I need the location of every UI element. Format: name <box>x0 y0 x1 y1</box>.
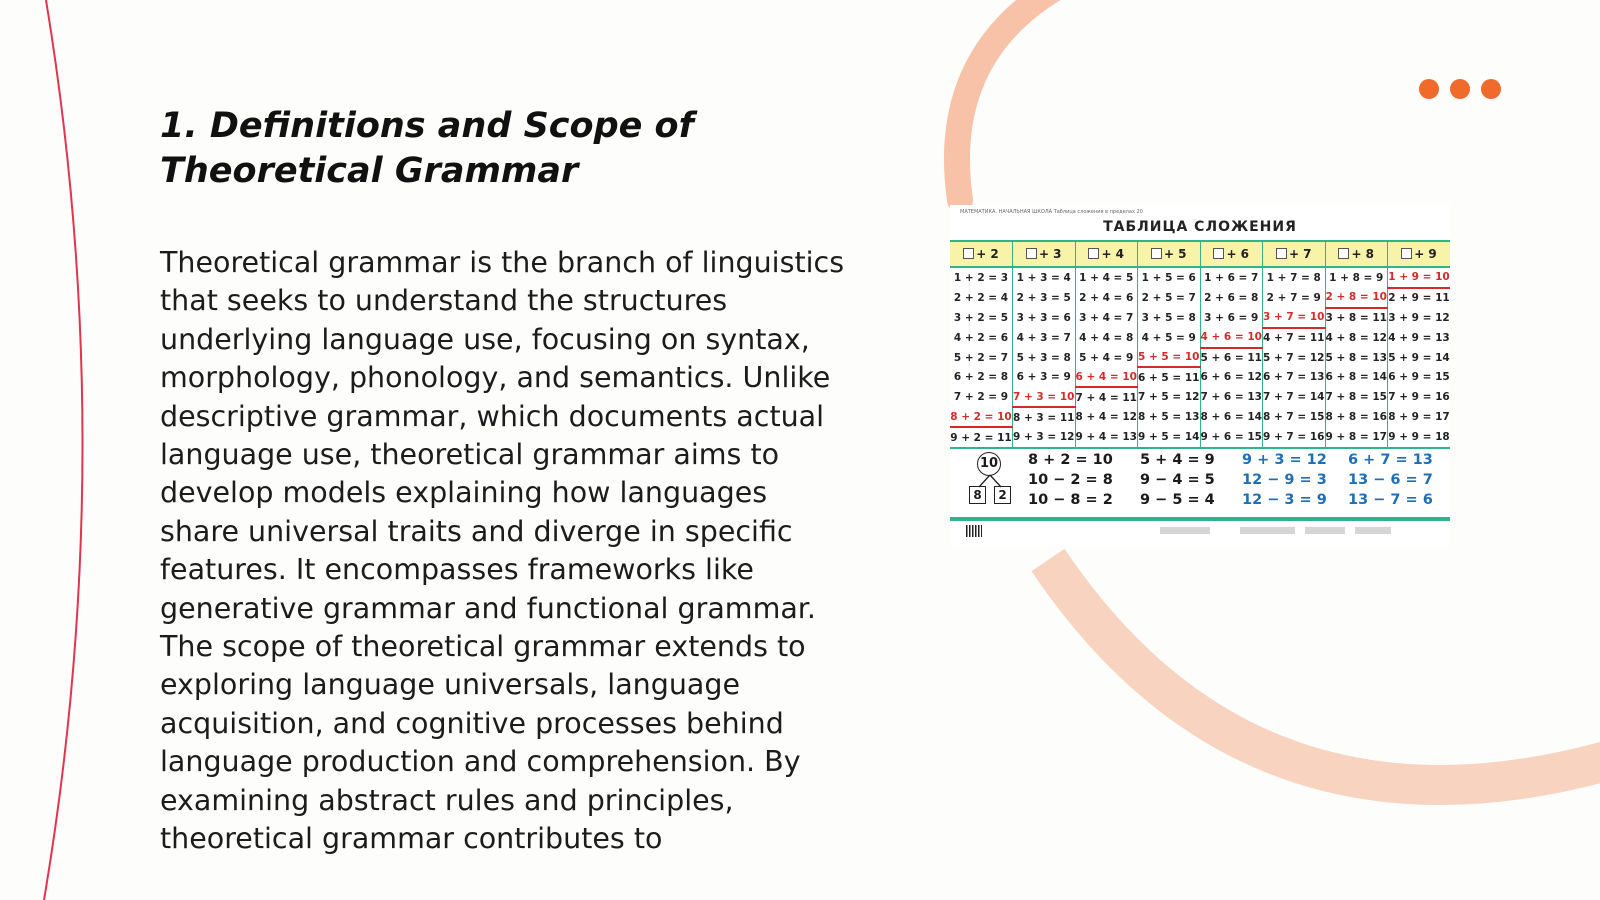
table-cell: 8 + 5 = 13 <box>1138 407 1201 427</box>
table-cell: 8 + 3 = 11 <box>1013 407 1076 427</box>
blank-square-icon <box>1151 248 1162 259</box>
column-header-label: + 2 <box>976 247 999 261</box>
equation-line: 9 − 4 = 5 <box>1140 472 1215 488</box>
slide-body-text: Theoretical grammar is the branch of linguistics that seeks to understand the structures underlying language use, focusing on syntax, morphology, phonology, and semantics. Unlike descriptive grammar, which documents actual language use, theoretical grammar aims to develop models explaining how languages share universal traits and diverge in specific features. It encompasses frameworks like generative grammar and functional grammar. The scope of theoretical grammar extends to exploring language universals, language acquisition, and cognitive processes behind language production and comprehension. By examining abstract rules and principles, theoretical grammar contributes to <box>160 246 845 856</box>
bond-part-1: 8 <box>969 486 986 504</box>
table-cell: 2 + 7 = 9 <box>1263 288 1326 308</box>
table-cell: 3 + 4 = 7 <box>1075 308 1138 328</box>
bottom-orange-arc <box>1048 560 1600 785</box>
dot <box>1419 79 1439 99</box>
table-cell: 1 + 7 = 8 <box>1263 267 1326 288</box>
table-cell: 5 + 6 = 11 <box>1200 348 1263 368</box>
table-meta: МАТЕМАТИКА. НАЧАЛЬНАЯ ШКОЛА Таблица сложения в пределах 20 <box>960 209 1143 215</box>
table-cell: 7 + 7 = 14 <box>1263 387 1326 407</box>
bond-whole: 10 <box>977 452 1001 476</box>
table-cell: 3 + 6 = 9 <box>1200 308 1263 328</box>
table-cell: 9 + 8 = 17 <box>1325 427 1388 448</box>
equation-line: 10 − 2 = 8 <box>1028 472 1113 488</box>
table-cell: 3 + 8 = 11 <box>1325 308 1388 328</box>
barcode <box>966 525 982 537</box>
column-header-label: + 4 <box>1101 247 1125 261</box>
column-header <box>1138 241 1201 267</box>
table-cell: 5 + 8 = 13 <box>1325 348 1388 368</box>
top-orange-arc <box>957 0 1052 200</box>
table-cell: 9 + 5 = 14 <box>1138 427 1201 448</box>
column-header <box>1325 241 1388 267</box>
blank-square-icon <box>1338 248 1349 259</box>
table-cell: 4 + 2 = 6 <box>953 331 1009 344</box>
table-cell: 8 + 6 = 14 <box>1200 407 1263 427</box>
equation-line: 5 + 4 = 9 <box>1140 452 1215 468</box>
column-header <box>1200 241 1263 267</box>
table-cell: 1 + 9 = 10 <box>1388 267 1451 288</box>
equation-line: 12 − 9 = 3 <box>1242 472 1327 488</box>
table-cell: 9 + 7 = 16 <box>1263 427 1326 448</box>
table-row <box>950 407 1450 427</box>
table-cell: 2 + 4 = 6 <box>1075 288 1138 308</box>
addition-grid <box>950 240 1450 449</box>
equation-line: 9 − 5 = 4 <box>1140 492 1215 508</box>
table-cell: 6 + 7 = 13 <box>1263 367 1326 387</box>
table-row <box>950 367 1450 387</box>
table-cell: 9 + 3 = 12 <box>1013 427 1076 448</box>
table-row <box>950 348 1450 368</box>
table-cell: 5 + 4 = 9 <box>1075 348 1138 368</box>
table-cell: 6 + 9 = 15 <box>1388 367 1451 387</box>
dot <box>1450 79 1470 99</box>
table-cell: 4 + 8 = 12 <box>1325 328 1388 348</box>
table-cell: 6 + 2 = 8 <box>953 371 1009 384</box>
table-cell: 4 + 6 = 10 <box>1200 328 1263 348</box>
column-header <box>1013 241 1076 267</box>
dot <box>1481 79 1501 99</box>
example-equations <box>1140 450 1215 510</box>
table-row <box>950 308 1450 328</box>
table-cell: 7 + 2 = 9 <box>953 391 1009 404</box>
table-cell: 2 + 6 = 8 <box>1200 288 1263 308</box>
table-cell: 1 + 4 = 5 <box>1075 267 1138 288</box>
table-cell: 4 + 5 = 9 <box>1138 328 1201 348</box>
bond-part-2: 2 <box>994 486 1011 504</box>
column-header-label: + 9 <box>1414 247 1437 261</box>
table-cell: 2 + 9 = 11 <box>1388 288 1451 308</box>
table-cell: 7 + 3 = 10 <box>1013 387 1076 407</box>
table-cell: 5 + 9 = 14 <box>1388 348 1451 368</box>
blank-square-icon <box>1401 248 1412 259</box>
table-cell: 6 + 4 = 10 <box>1075 367 1138 387</box>
footnote-print <box>1160 527 1210 534</box>
equation-line: 10 − 8 = 2 <box>1028 492 1113 508</box>
table-cell: 1 + 2 = 3 <box>953 271 1009 284</box>
equation-line: 13 − 6 = 7 <box>1348 472 1433 488</box>
column-header-label: + 7 <box>1288 247 1312 261</box>
table-cell: 6 + 5 = 11 <box>1138 367 1201 387</box>
blank-square-icon <box>1213 248 1224 259</box>
example-equations <box>1028 450 1113 510</box>
equation-line: 6 + 7 = 13 <box>1348 452 1433 468</box>
number-bond-section <box>950 443 1450 515</box>
example-equations <box>1348 450 1433 510</box>
addition-table-image <box>950 205 1450 545</box>
footnote-print <box>1355 527 1391 534</box>
column-header <box>1263 241 1326 267</box>
example-equations <box>1242 450 1327 510</box>
table-cell: 7 + 9 = 16 <box>1388 387 1451 407</box>
column-header-label: + 8 <box>1351 247 1375 261</box>
three-dots-icon <box>1419 79 1501 99</box>
table-cell: 4 + 7 = 11 <box>1263 328 1326 348</box>
table-row <box>950 288 1450 308</box>
table-cell: 5 + 2 = 7 <box>953 351 1009 364</box>
table-title: ТАБЛИЦА СЛОЖЕНИЯ <box>1103 219 1297 235</box>
table-cell: 7 + 5 = 12 <box>1138 387 1201 407</box>
blank-square-icon <box>963 248 974 259</box>
table-cell: 8 + 2 = 10 <box>950 407 1013 427</box>
column-header <box>1075 241 1138 267</box>
table-row <box>950 387 1450 407</box>
table-cell: 1 + 6 = 7 <box>1200 267 1263 288</box>
table-cell: 5 + 7 = 12 <box>1263 348 1326 368</box>
table-cell: 7 + 6 = 13 <box>1200 387 1263 407</box>
table-cell: 6 + 8 = 14 <box>1325 367 1388 387</box>
table-cell: 9 + 2 = 11 <box>950 427 1013 448</box>
slide-title: 1. Definitions and Scope of Theoretical Grammar <box>160 106 694 191</box>
column-header-label: + 5 <box>1163 247 1187 261</box>
table-row <box>950 328 1450 348</box>
table-cell: 2 + 3 = 5 <box>1013 288 1076 308</box>
table-cell: 2 + 8 = 10 <box>1325 288 1388 308</box>
left-red-curve <box>44 0 83 900</box>
table-cell: 7 + 8 = 15 <box>1325 387 1388 407</box>
table-cell: 3 + 9 = 12 <box>1388 308 1451 328</box>
table-cell: 3 + 5 = 8 <box>1138 308 1201 328</box>
equation-line: 12 − 3 = 9 <box>1242 492 1327 508</box>
bottom-divider <box>950 517 1450 521</box>
table-cell: 9 + 9 = 18 <box>1388 427 1451 448</box>
table-cell: 8 + 7 = 15 <box>1263 407 1326 427</box>
column-header <box>950 241 1013 267</box>
equation-line: 9 + 3 = 12 <box>1242 452 1327 468</box>
blank-square-icon <box>1026 248 1037 259</box>
table-cell: 1 + 8 = 9 <box>1325 267 1388 288</box>
table-cell: 2 + 5 = 7 <box>1138 288 1201 308</box>
table-cell: 3 + 7 = 10 <box>1263 308 1326 328</box>
table-cell: 4 + 3 = 7 <box>1013 328 1076 348</box>
table-cell: 1 + 3 = 4 <box>1013 267 1076 288</box>
equation-line: 13 − 7 = 6 <box>1348 492 1433 508</box>
table-cell: 2 + 2 = 4 <box>953 291 1009 304</box>
table-row <box>950 267 1450 288</box>
column-header-label: + 3 <box>1038 247 1062 261</box>
table-cell: 6 + 6 = 12 <box>1200 367 1263 387</box>
table-cell: 3 + 2 = 5 <box>953 311 1009 324</box>
footnote-print <box>1240 527 1295 534</box>
table-cell: 5 + 3 = 8 <box>1013 348 1076 368</box>
equation-line: 8 + 2 = 10 <box>1028 452 1113 468</box>
blank-square-icon <box>1088 248 1099 259</box>
table-cell: 7 + 4 = 11 <box>1075 387 1138 407</box>
table-cell: 9 + 4 = 13 <box>1075 427 1138 448</box>
table-cell: 8 + 8 = 16 <box>1325 407 1388 427</box>
footnote-print <box>1305 527 1345 534</box>
table-cell: 1 + 5 = 6 <box>1138 267 1201 288</box>
table-cell: 8 + 9 = 17 <box>1388 407 1451 427</box>
table-cell: 4 + 4 = 8 <box>1075 328 1138 348</box>
blank-square-icon <box>1276 248 1287 259</box>
column-header <box>1388 241 1451 267</box>
table-cell: 3 + 3 = 6 <box>1013 308 1076 328</box>
table-cell: 5 + 5 = 10 <box>1138 348 1201 368</box>
column-header-label: + 6 <box>1226 247 1250 261</box>
table-cell: 8 + 4 = 12 <box>1075 407 1138 427</box>
table-cell: 4 + 9 = 13 <box>1388 328 1451 348</box>
table-cell: 9 + 6 = 15 <box>1200 427 1263 448</box>
table-cell: 6 + 3 = 9 <box>1013 367 1076 387</box>
